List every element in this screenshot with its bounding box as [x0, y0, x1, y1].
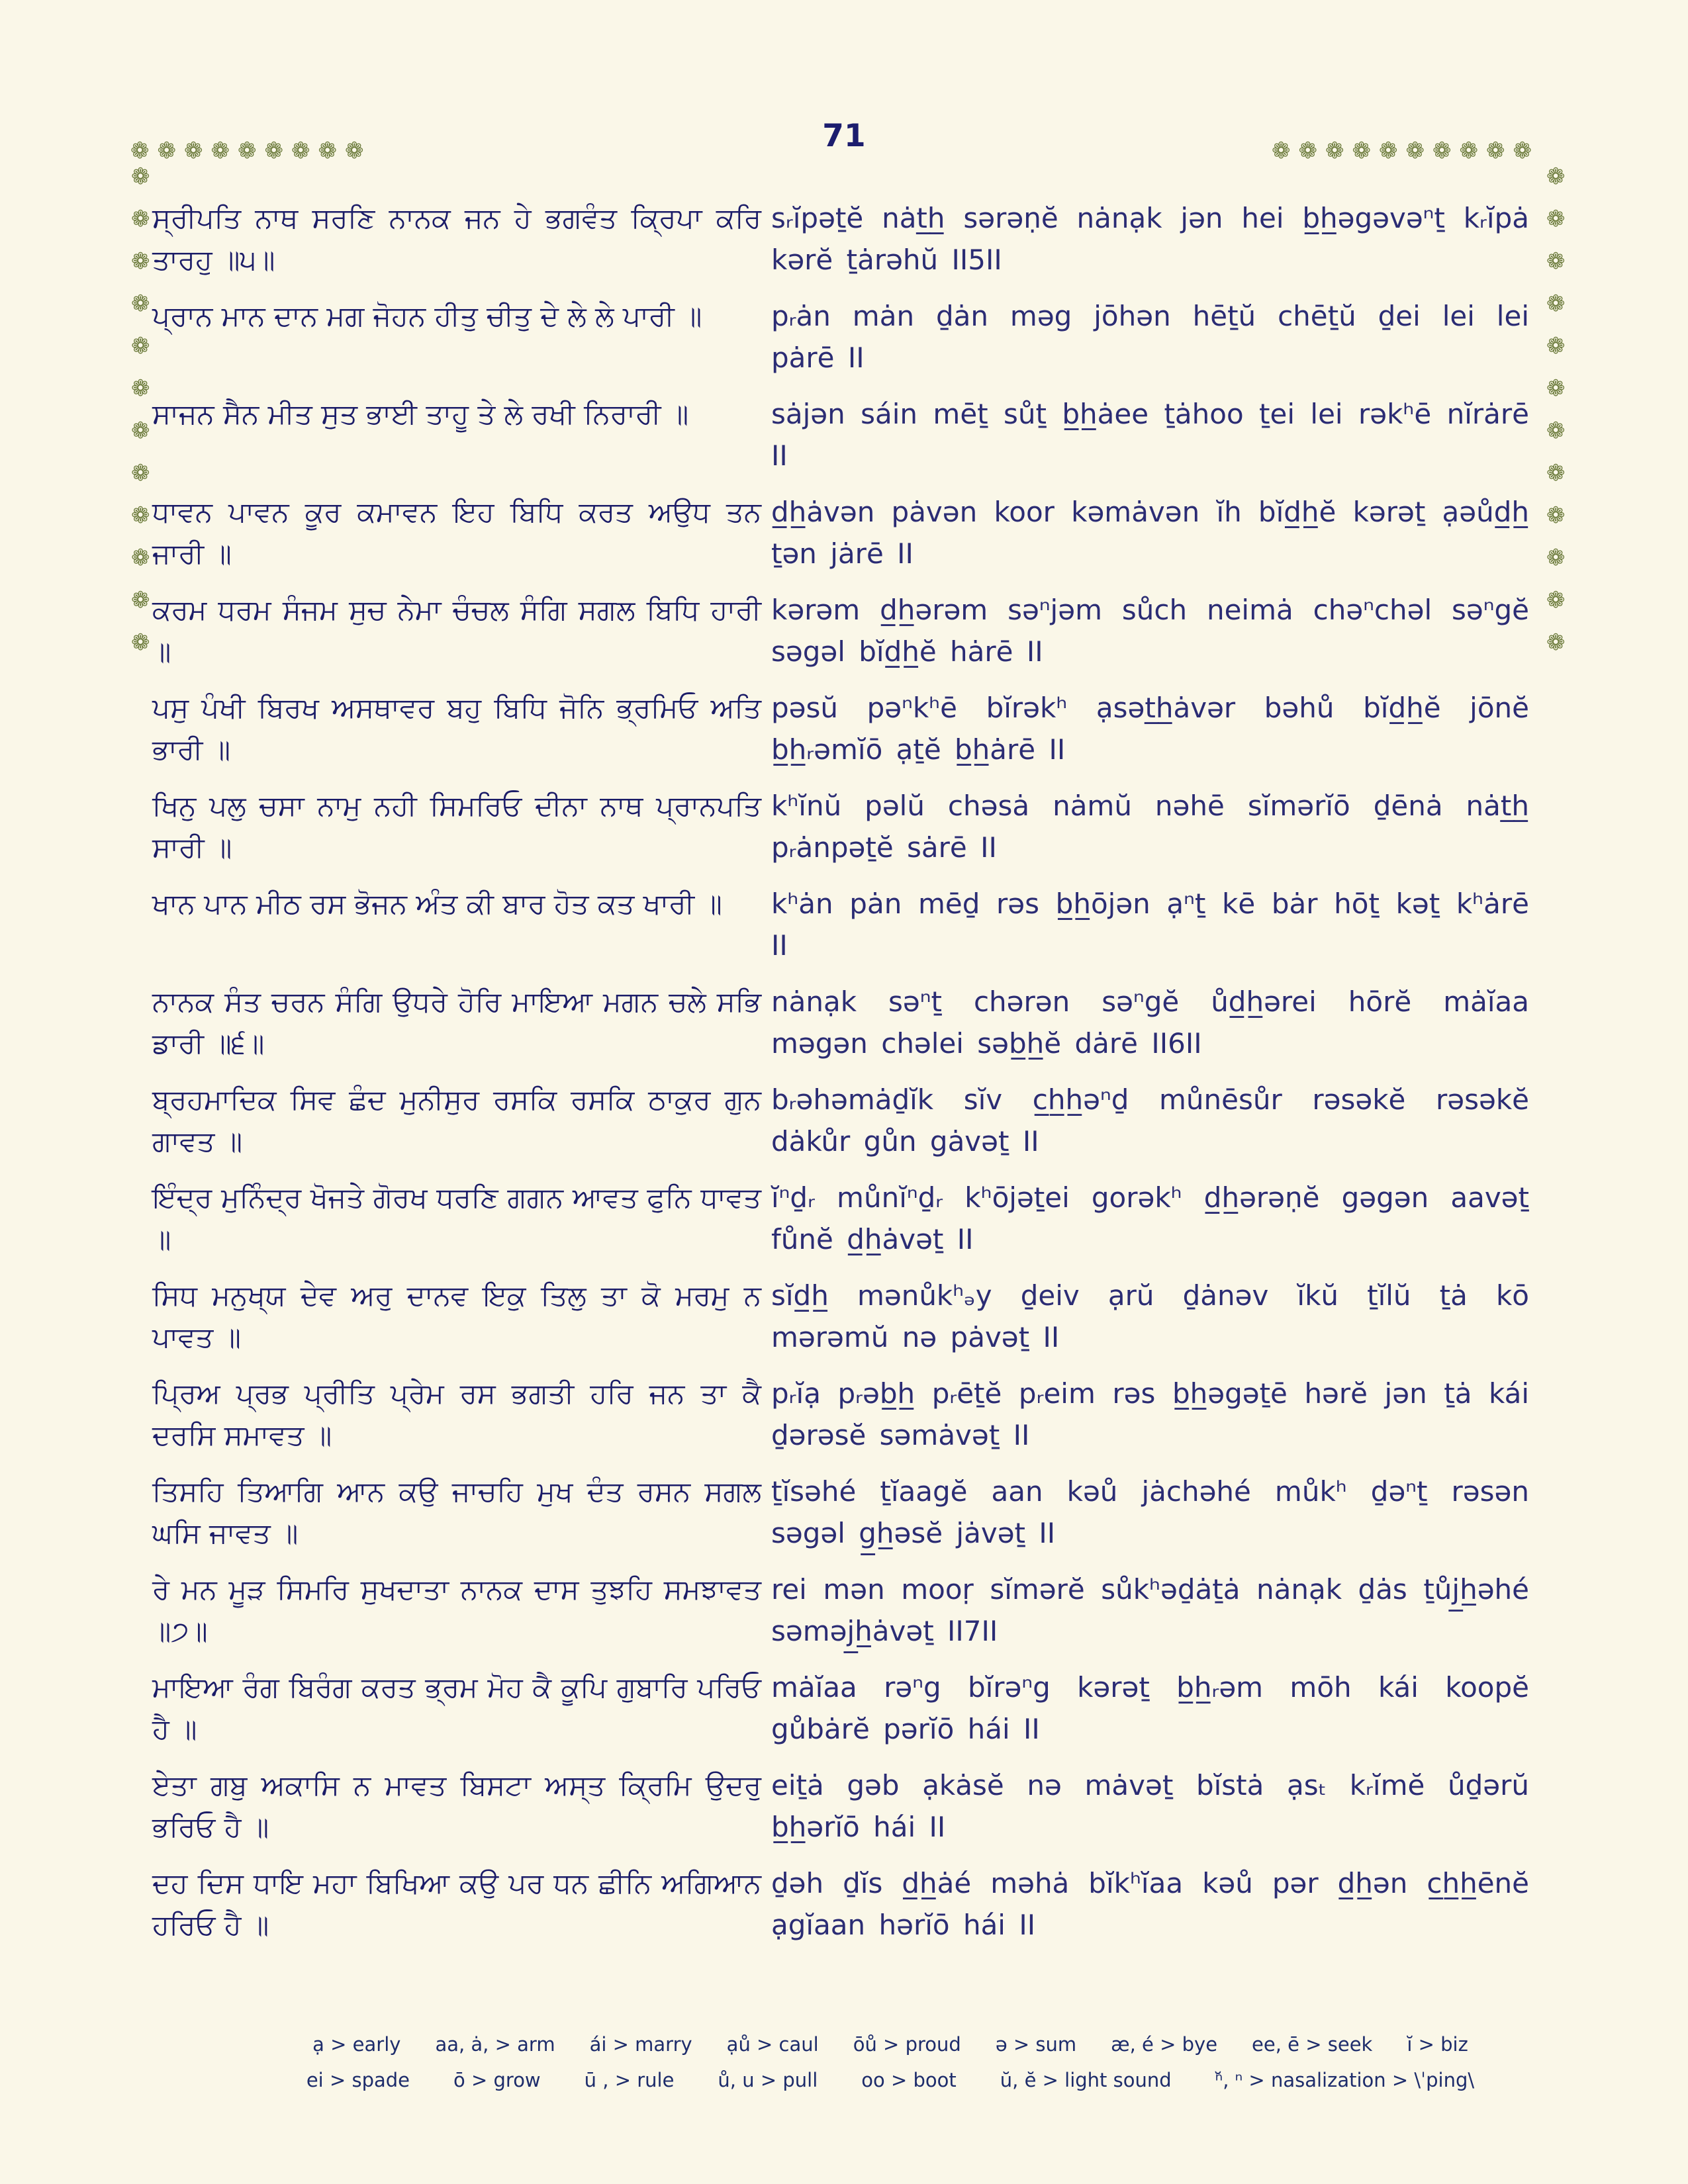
transliteration-verse: mȧĭaa rəⁿg bĭrəⁿg kərəṯ b̲h̲ᵣəm mōh kái koopĕ gůbȧrĕ pərĭō hái II — [771, 1671, 1529, 1745]
verse-grid — [152, 197, 1529, 1946]
transliteration-verse: sĭd̲h̲ mənůkʰₔy ḏeiv ạrŭ ḏȧnəv ĭkŭ ṯĭlŭ ṯȧ kō mərəmŭ nə pȧvəṯ II — [771, 1279, 1529, 1353]
transliteration-verse: ĭⁿḏᵣ můnĭⁿḏᵣ kʰōjəṯei gorəkʰ d̲h̲ərəṇĕ gəgən aavəṯ fůnĕ d̲h̲ȧvəṯ II — [771, 1181, 1529, 1255]
florette-icon: ❁ — [131, 502, 150, 529]
transliteration-verse: ṯĭsəhé ṯĭaagĕ aan kəů jȧchəhé můkʰ ḏəⁿṯ rəsən səgəl g̲h̲əsĕ jȧvəṯ II — [771, 1475, 1529, 1549]
pronunciation-key: ə > sum — [995, 2033, 1077, 2056]
transliteration-verse: eiṯȧ gəb ạkȧsĕ nə mȧvəṯ bĭstȧ ạsₜ kᵣĭmĕ ůḏərŭ b̲h̲ərĭō hái II — [771, 1769, 1529, 1843]
florette-icon: ❁ — [1432, 138, 1452, 164]
gurmukhi-verse: ਬ੍ਰਹਮਾਦਿਕ ਸਿਵ ਛੰਦ ਮੁਨੀਸੁਰ ਰਸਕਿ ਰਸਕਿ ਠਾਕੁਰ ਗੁਨ ਗਾਵਤ ॥ — [152, 1083, 761, 1158]
pronunciation-key: ū , > rule — [584, 2069, 675, 2091]
florette-icon: ❁ — [131, 545, 150, 571]
florette-icon: ❁ — [1546, 163, 1566, 190]
transliteration-verse: pəsŭ pəⁿkʰē bĭrəkʰ ạsət̲h̲ȧvər bəhů bĭd̲h̲ĕ jōnĕ b̲h̲ᵣəmĭō ạṯĕ b̲h̲ȧrē II — [771, 692, 1529, 766]
florette-icon: ❁ — [131, 629, 150, 656]
florette-icon: ❁ — [345, 138, 364, 164]
transliteration-verse: bᵣəhəmȧḏĭk sĭv c̲h̲h̲əⁿḏ můnēsůr rəsəkĕ rəsəkĕ dȧkůr gůn gȧvəṯ II — [771, 1083, 1529, 1158]
florette-icon: ❁ — [131, 248, 150, 275]
gurmukhi-verse: ਖਾਨ ਪਾਨ ਮੀਠ ਰਸ ਭੋਜਨ ਅੰਤ ਕੀ ਬਾਰ ਹੋਤ ਕਤ ਖਾਰੀ ॥ — [152, 887, 722, 920]
gurmukhi-verse: ਏਤਾ ਗਬੁ ਅਕਾਸਿ ਨ ਮਾਵਤ ਬਿਸਟਾ ਅਸ੍ਤ ਕ੍ਰਿਮਿ ਉਦਰੁ ਭਰਿਓ ਹੈ ॥ — [152, 1769, 761, 1843]
pronunciation-key: ạů > caul — [726, 2033, 819, 2056]
florette-icon: ❁ — [131, 460, 150, 486]
gurmukhi-verse: ਮਾਇਆ ਰੰਗ ਬਿਰੰਗ ਕਰਤ ਭ੍ਰਮ ਮੋਹ ਕੈ ਕੂਪਿ ਗੁਬਾਰਿ ਪਰਿਓ ਹੈ ॥ — [152, 1671, 761, 1745]
gurmukhi-verse: ਸਿਧ ਮਨੁਖ੍ਯ ਦੇਵ ਅਰੁ ਦਾਨਵ ਇਕੁ ਤਿਲੁ ਤਾ ਕੋ ਮਰਮੁ ਨ ਪਾਵਤ ॥ — [152, 1279, 761, 1353]
pronunciation-guide — [0, 2033, 1688, 2091]
gurmukhi-verse: ਸ੍ਰੀਪਤਿ ਨਾਥ ਸਰਣਿ ਨਾਨਕ ਜਨ ਹੇ ਭਗਵੰਤ ਕ੍ਰਿਪਾ ਕਰਿ ਤਾਰਹੁ ॥੫॥ — [152, 202, 761, 276]
pronunciation-key: ĭ > biz — [1407, 2033, 1468, 2056]
gurmukhi-verse: ਕਰਮ ਧਰਮ ਸੰਜਮ ਸੁਚ ਨੇਮਾ ਚੰਚਲ ਸੰਗਿ ਸਗਲ ਬਿਧਿ ਹਾਰੀ ॥ — [152, 594, 761, 668]
gurmukhi-verse: ਨਾਨਕ ਸੰਤ ਚਰਨ ਸੰਗਿ ਉਧਰੇ ਹੋਰਿ ਮਾਇਆ ਮਗਨ ਚਲੇ ਸਭਿ ਡਾਰੀ ॥੬॥ — [152, 985, 761, 1060]
pronunciation-key: ō > grow — [453, 2069, 541, 2091]
gurmukhi-verse: ਇੰਦ੍ਰ ਮੁਨਿੰਦ੍ਰ ਖੋਜਤੇ ਗੋਰਖ ਧਰਣਿ ਗਗਨ ਆਵਤ ਫੁਨਿ ਧਾਵਤ ॥ — [152, 1181, 761, 1255]
florette-icon: ❁ — [1298, 138, 1317, 164]
pronunciation-key: ái > marry — [589, 2033, 692, 2056]
pronunciation-key: ⁿ̆, ⁿ > nasalization > \ˈping\ — [1215, 2069, 1475, 2091]
florette-icon: ❁ — [1546, 206, 1566, 232]
florette-icon: ❁ — [264, 138, 283, 164]
florette-icon: ❁ — [1459, 138, 1478, 164]
gurmukhi-verse: ਦਹ ਦਿਸ ਧਾਇ ਮਹਾ ਬਿਖਿਆ ਕਉ ਪਰ ਧਨ ਛੀਨਿ ਅਗਿਆਨ ਹਰਿਓ ਹੈ ॥ — [152, 1867, 761, 1941]
florette-icon: ❁ — [1546, 418, 1566, 444]
florette-icon: ❁ — [1513, 138, 1532, 164]
pronunciation-guide-row — [306, 2069, 1474, 2091]
florette-icon: ❁ — [1486, 138, 1505, 164]
pronunciation-key: ee, ē > seek — [1252, 2033, 1373, 2056]
florette-border-left — [131, 165, 150, 654]
gurmukhi-verse: ਪਸੁ ਪੰਖੀ ਬਿਰਖ ਅਸਥਾਵਰ ਬਹੁ ਬਿਧਿ ਜੋਨਿ ਭ੍ਰਮਿਓ ਅਤਿ ਭਾਰੀ ॥ — [152, 692, 761, 766]
pronunciation-key: ŭ, ĕ > light sound — [1000, 2069, 1172, 2091]
transliteration-verse: pᵣȧn mȧn ḏȧn məg jōhən hēṯŭ chēṯŭ ḏei lei lei pȧrē II — [771, 300, 1529, 374]
pronunciation-key: æ, é > bye — [1111, 2033, 1218, 2056]
transliteration-verse: pᵣĭạ pᵣəb̲h̲ pᵣēṯĕ pᵣeim rəs b̲h̲əgəṯē hərĕ jən ṯȧ kái ḏərəsĕ səmȧvəṯ II — [771, 1377, 1529, 1451]
page-number: 71 — [822, 118, 866, 154]
florette-icon: ❁ — [131, 206, 150, 232]
florette-icon: ❁ — [1546, 291, 1566, 317]
florette-icon: ❁ — [1546, 629, 1566, 656]
transliteration-verse: sȧjən sáin mēṯ sůṯ b̲h̲ȧee ṯȧhoo ṯei lei rəkʰē nĭrȧrē II — [771, 398, 1529, 472]
florette-icon: ❁ — [1546, 248, 1566, 275]
florette-icon: ❁ — [1546, 502, 1566, 529]
transliteration-verse: d̲h̲ȧvən pȧvən koor kəmȧvən ĭh bĭd̲h̲ĕ kərəṯ ạəůd̲h̲ ṯən jȧrē II — [771, 496, 1529, 570]
florette-border-right — [1546, 165, 1566, 654]
transliteration-verse: ḏəh ḏĭs d̲h̲ȧé məhȧ bĭkʰĭaa kəů pər d̲h̲ən c̲h̲h̲ēnĕ ạgĭaan hərĭō hái II — [771, 1867, 1529, 1941]
florette-icon: ❁ — [1546, 587, 1566, 614]
gurmukhi-verse: ਪ੍ਰਾਨ ਮਾਨ ਦਾਨ ਮਗ ਜੋਹਨ ਹੀਤੁ ਚੀਤੁ ਦੇ ਲੇ ਲੇ ਪਾਰੀ ॥ — [152, 300, 702, 332]
transliteration-verse: kʰĭnŭ pəlŭ chəsȧ nȧmŭ nəhē sĭmərĭō ḏēnȧ nȧt̲h̲ pᵣȧnpəṯĕ sȧrē II — [771, 790, 1529, 864]
gurmukhi-verse: ਖਿਨੁ ਪਲੁ ਚਸਾ ਨਾਮੁ ਨਹੀ ਸਿਮਰਿਓ ਦੀਨਾ ਨਾਥ ਪ੍ਰਾਨਪਤਿ ਸਾਰੀ ॥ — [152, 790, 761, 864]
florette-border-top-right — [1272, 140, 1532, 162]
gurmukhi-verse: ਸਾਜਨ ਸੈਨ ਮੀਤ ਸੁਤ ਭਾਈ ਤਾਹੂ ਤੇ ਲੇ ਰਖੀ ਨਿਰਾਰੀ ॥ — [152, 398, 689, 430]
florette-icon: ❁ — [1379, 138, 1398, 164]
transliteration-verse: nȧnạk səⁿṯ chərən səⁿgĕ ůd̲h̲ərei hōrĕ mȧĭaa məgən chəlei səb̲h̲ĕ dȧrē II6II — [771, 985, 1529, 1060]
florette-icon: ❁ — [238, 138, 257, 164]
pronunciation-key: oo > boot — [861, 2069, 957, 2091]
florette-icon: ❁ — [184, 138, 203, 164]
florette-icon: ❁ — [131, 375, 150, 402]
transliteration-verse: kʰȧn pȧn mēḏ rəs b̲h̲ōjən ạⁿṯ kē bȧr hōṯ kəṯ kʰȧrē II — [771, 887, 1529, 962]
florette-icon: ❁ — [318, 138, 337, 164]
gurmukhi-verse: ਤਿਸਹਿ ਤਿਆਗਿ ਆਨ ਕਉ ਜਾਚਹਿ ਮੁਖ ਦੰਤ ਰਸਨ ਸਗਲ ਘਸਿ ਜਾਵਤ ॥ — [152, 1475, 761, 1549]
florette-icon: ❁ — [157, 138, 176, 164]
florette-border-top-left — [130, 140, 364, 162]
florette-icon: ❁ — [1405, 138, 1425, 164]
florette-icon: ❁ — [1546, 545, 1566, 571]
florette-icon: ❁ — [211, 138, 230, 164]
transliteration-verse: sᵣĭpəṯĕ nȧt̲h̲ sərəṇĕ nȧnạk jən hei b̲h̲əgəvəⁿṯ kᵣĭpȧ kərĕ ṯȧrəhŭ II5II — [771, 202, 1529, 276]
florette-icon: ❁ — [1325, 138, 1344, 164]
florette-icon: ❁ — [291, 138, 310, 164]
gurmukhi-verse: ਰੇ ਮਨ ਮੂੜ ਸਿਮਰਿ ਸੁਖਦਾਤਾ ਨਾਨਕ ਦਾਸ ਤੁਝਹਿ ਸਮਝਾਵਤ ॥੭॥ — [152, 1573, 761, 1647]
florette-icon: ❁ — [130, 138, 150, 164]
florette-icon: ❁ — [131, 333, 150, 359]
florette-icon: ❁ — [131, 163, 150, 190]
florette-icon: ❁ — [1546, 333, 1566, 359]
florette-icon: ❁ — [1272, 138, 1291, 164]
florette-icon: ❁ — [1546, 375, 1566, 402]
transliteration-verse: kərəm d̲h̲ərəm səⁿjəm sůch neimȧ chəⁿchəl səⁿgĕ səgəl bĭd̲h̲ĕ hȧrē II — [771, 594, 1529, 668]
gurmukhi-verse: ਪ੍ਰਿਅ ਪ੍ਰਭ ਪ੍ਰੀਤਿ ਪ੍ਰੇਮ ਰਸ ਭਗਤੀ ਹਰਿ ਜਨ ਤਾ ਕੈ ਦਰਸਿ ਸਮਾਵਤ ॥ — [152, 1377, 761, 1451]
pronunciation-key: ei > spade — [306, 2069, 410, 2091]
florette-icon: ❁ — [131, 418, 150, 444]
florette-icon: ❁ — [1546, 460, 1566, 486]
pronunciation-key: ạ > early — [312, 2033, 401, 2056]
pronunciation-key: ů, u > pull — [718, 2069, 818, 2091]
pronunciation-key: aa, ȧ, > arm — [435, 2033, 555, 2056]
florette-icon: ❁ — [131, 587, 150, 614]
pronunciation-key: ōů > proud — [853, 2033, 961, 2056]
pronunciation-guide-row — [312, 2033, 1468, 2056]
gurmukhi-verse: ਧਾਵਨ ਪਾਵਨ ਕੂਰ ਕਮਾਵਨ ਇਹ ਬਿਧਿ ਕਰਤ ਅਉਧ ਤਨ ਜਾਰੀ ॥ — [152, 496, 761, 570]
transliteration-verse: rei mən mooṛ sĭmərĕ sůkʰəḏȧṯȧ nȧnạk ḏȧs ṯůj̲h̲əhé səməj̲h̲ȧvəṯ II7II — [771, 1573, 1529, 1647]
florette-icon: ❁ — [1352, 138, 1371, 164]
florette-icon: ❁ — [131, 291, 150, 317]
